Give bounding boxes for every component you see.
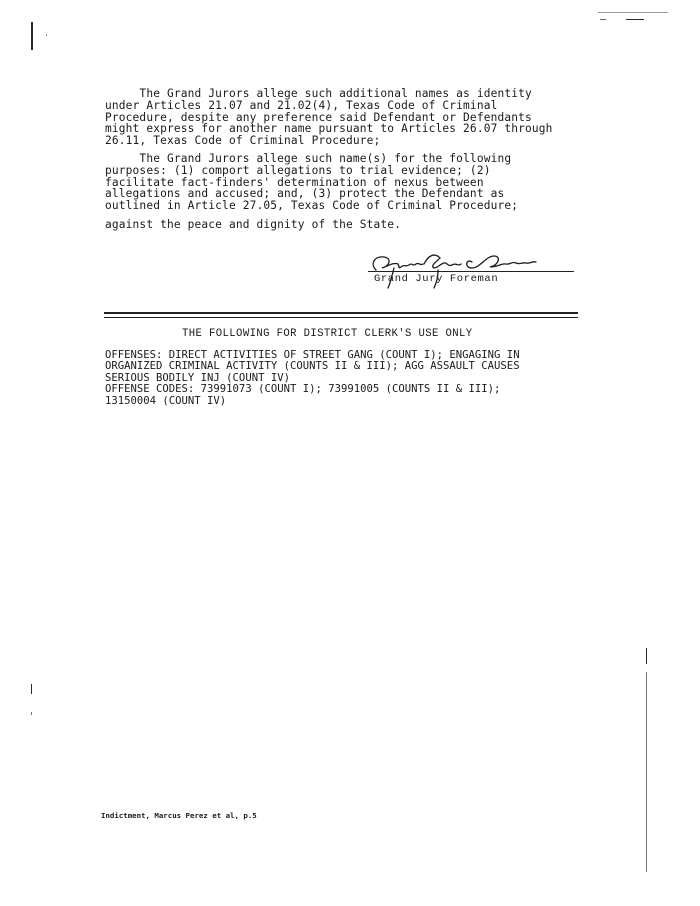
- offenses-text: OFFENSES: DIRECT ACTIVITIES OF STREET GANG (COUNT I); ENGAGING IN ORGANIZED CRIMINAL ACTIVITY (COUNTS II & III); AGG ASSAULT CAUSES SERIOUS BODILY INJ (COUNT IV) OFFENSE CODES: 73991073 (COUNT I); 73991005 (COUNTS II & III); 13150004 (COUNT IV): [105, 349, 520, 407]
- closing-line: against the peace and dignity of the State.: [105, 218, 402, 231]
- scan-mark-right-2: [646, 672, 647, 872]
- scan-mark-top-right-3: [600, 19, 606, 20]
- scan-mark-top-right-1: [598, 12, 668, 13]
- scan-mark-left-dot-2: [31, 712, 32, 715]
- scan-mark-left-dot: [46, 34, 47, 36]
- section-rule-thick: [104, 312, 578, 314]
- section-rule-thin: [104, 317, 578, 318]
- scan-mark-left-mid: [31, 684, 32, 694]
- signature-block: [368, 250, 580, 290]
- district-clerk-header: THE FOLLOWING FOR DISTRICT CLERK'S USE ONLY: [182, 328, 473, 340]
- grand-jurors-paragraph-purposes: The Grand Jurors allege such name(s) for the following purposes: (1) comport allegations to trial evidence; (2) facilitate fact-finders' determination of nexus between allegations and accused; and, (3) protect the Defendant as outlined in Article 27.05, Texas Code of Criminal Procedure;: [105, 152, 519, 213]
- page-footer: Indictment, Marcus Perez et al, p.5: [101, 811, 257, 820]
- grand-jurors-paragraph-names: The Grand Jurors allege such additional names as identity under Articles 21.07 and 21.02(4), Texas Code of Criminal Procedure, despite any preference said Defendant or Defendants might express for another name pursuant to Articles 26.07 through 26.11, Texas Code of Criminal Procedure;: [105, 87, 553, 148]
- signature-label: Grand Jury Foreman: [374, 273, 499, 285]
- signature-line: [368, 271, 574, 272]
- scan-mark-left-top: [31, 22, 33, 50]
- scan-mark-right-1: [646, 648, 647, 664]
- scan-mark-top-right-2: [626, 19, 644, 20]
